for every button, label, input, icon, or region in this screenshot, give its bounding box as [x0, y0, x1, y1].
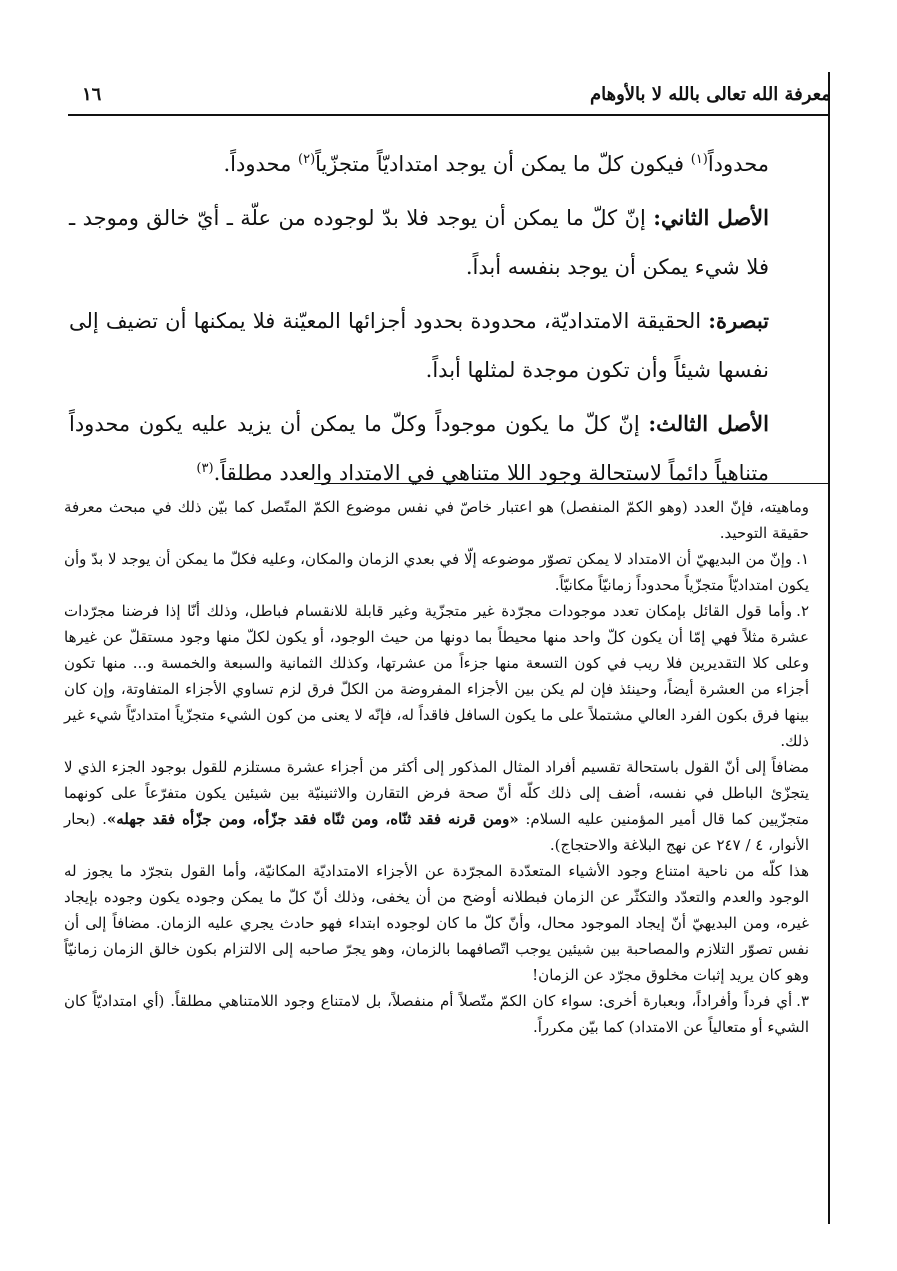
footnote-ref-3[interactable]: (٣) — [196, 461, 214, 476]
page-number: ١٦ — [82, 84, 102, 105]
side-rule — [828, 72, 830, 1224]
running-title: معرفة الله تعالى بالله لا بالأوهام — [589, 84, 831, 105]
paragraph-1: محدوداً$^{(١)}$ فيكون كلّ ما يمكن أن يوجد امتداديّاً متجزّياً$^{(٢)}$ محدوداً. — [223, 152, 769, 176]
footnote-2: ٢.وأما قول القائل بإمكان تعدد موجودات مجرّدة غير متجزّية وغير قابلة للانقسام فباطل، وذلك أنّا إذا فرضنا مجرّدات عشرة مثلاً فهي إمّا أن يكون كلّ واحد منها محيطاً بما دونها من حيث الوجود، أو يكون لكلّ منها وجود مستقلّ عن غيرها وعلى كلا التقديرين فلا ريب في كون التسعة منها جزءاً من عشرتها، وكذلك الثمانية والسبعة والخمسة و... منها تكون أجزاء من العشرة أيضاً، وحينئذ فإن لم يكن بين الأجزاء المفروضة من الكلّ فرق لزم تساوي الأجزاء المتفاوتة، وإن كان بينها فرق بكون الفرد العالي مشتملاً على ما يكون السافل فاقداً له، فإنّه لا يعنى من كون الشيء متجزّياً امتداديّاً شيء غير ذلك. — [64, 602, 809, 750]
paragraph-2: الأصل الثاني: إنّ كلّ ما يمكن أن يوجد فلا بدّ لوجوده من علّة ـ أيّ خالق وموجد ـ فلا شيء يمكن أن يوجد بنفسه أبداً. — [69, 205, 769, 279]
insight-heading: تبصرة: — [708, 308, 769, 333]
footnote-1: ١.وإنّ من البديهيّ أن الامتداد لا يمكن تصوّر موضوعه إلّا في بعدي الزمان والمكان، وعليه فكلّ ما يمكن أن يوجد لا بدّ وأن يكون امتداديّاً متجزّياً محدوداً زمانيّاً مكانيّاً. — [64, 550, 809, 594]
footnote-2-cont-a: مضافاً إلى أنّ القول باستحالة تقسيم أفراد المثال المذكور إلى أكثر من أجزاء عشرة مستلزم للقول بوجود الجزء الذي لا يتجزّئ الباطل في نفسه، أضف إلى ذلك كلّه أنّ صحة فرض التقارن والاثنينيّة بين شيئين يكون متفرّعاً على كونهما متجزّيين كما قال أمير المؤمنين عليه السلام: «ومن قرنه فقد ثنّاه، ومن ثنّاه فقد جزّأه، ومن جزّأه فقد جهله». (بحار الأنوار، ٤ / ٢٤٧ عن نهج البلاغة والاحتجاج). — [64, 758, 809, 854]
footnote-ref-1[interactable]: (١) — [690, 152, 708, 167]
paragraph-3: تبصرة: الحقيقة الامتداديّة، محدودة بحدود أجزائها المعيّنة فلا يمكنها أن تضيف إلى نفسها شيئاً وأن تكون موجدة لمثلها أبداً. — [69, 308, 769, 382]
paragraph-4: الأصل الثالث: إنّ كلّ ما يكون موجوداً وكلّ ما يمكن أن يزيد عليه يكون محدوداً متناهياً دائماً لاستحالة وجود اللا متناهي في الامتداد والعدد مطلقاً.$^{(٣)}$ — [69, 411, 769, 485]
principle-two-heading: الأصل الثاني: — [653, 205, 769, 230]
header-rule — [68, 114, 830, 116]
hadith-quote: «ومن قرنه فقد ثنّاه، ومن ثنّاه فقد جزّأه، ومن جزّأه فقد جهله» — [106, 810, 519, 828]
footnote-separator — [314, 483, 828, 484]
principle-three-heading: الأصل الثالث: — [648, 411, 769, 436]
main-text — [69, 140, 809, 502]
footnote-2-cont-b: هذا كلّه من ناحية امتناع وجود الأشياء المتعدّدة المجرّدة عن الأجزاء الامتداديّة المكانيّة، وأما القول بتجرّد ما يجوز له الوجود والعدم والتعدّد والتكثّر عن الزمان فبطلانه أوضح من أن يخفى، وذلك أنّ كلّ ما يمكن وجوده يكون وجوده بإيجاد غيره، ومن البديهيّ أنّ إيجاد الموجود محال، وأنّ كلّ ما كان لوجوده ابتداء فهو حادث يجري عليه الزمان. مضافاً إلى أن نفس تصوّر التلازم والمصاحبة بين شيئين يوجب اتّصافهما بالزمان، وهو يجرّ صاحبه إلى الالتزام بكون خالق الزمان زمانيّاً وهو كان يريد إثبات مخلوق مجرّد عن الزمان! — [64, 862, 809, 984]
footnote-continuation: وماهيته، فإنّ العدد (وهو الكمّ المنفصل) هو اعتبار خاصّ في نفس موضوع الكمّ المتّصل كما بيّن ذلك في مبحث معرفة حقيقة التوحيد. — [64, 498, 809, 542]
footnote-ref-2[interactable]: (٢) — [298, 152, 316, 167]
footnote-3: ٣.أي فرداً وأفراداً، وبعبارة أخرى: سواء كان الكمّ متّصلاً أم منفصلاً، بل لامتناع وجود اللامتناهي مطلقاً. (أي امتداديّاً كان الشيء أو متعالياً عن الامتداد) كما بيّن مكرراً. — [64, 992, 809, 1036]
quote-source: . (بحار الأنوار، ٤ / ٢٤٧ عن نهج البلاغة والاحتجاج). — [64, 810, 809, 854]
footnotes — [64, 494, 809, 1040]
page-header — [68, 84, 831, 114]
